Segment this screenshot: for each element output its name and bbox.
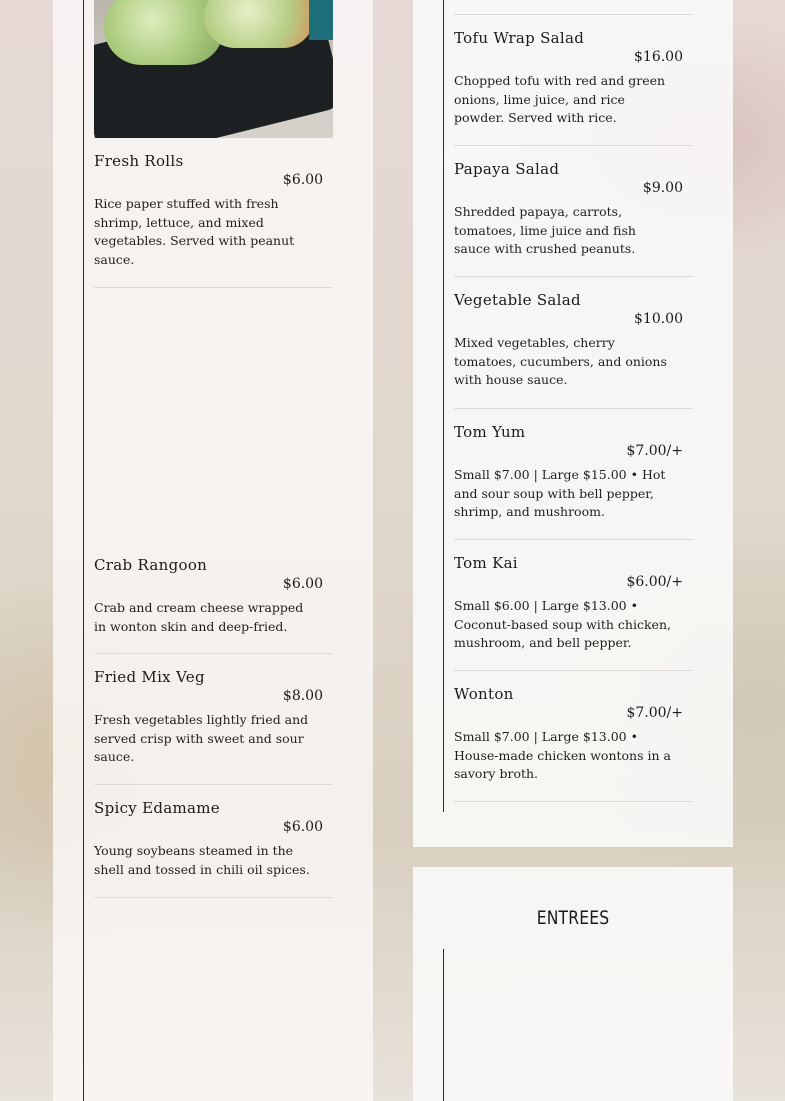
menu-item [454, 423, 693, 540]
menu-item [454, 291, 693, 409]
menu-item-name: Tofu Wrap Salad [454, 29, 585, 47]
column-divider-line [443, 0, 444, 812]
menu-item-description: Fresh vegetables lightly fried and served crisp with sweet and sour sauce. [94, 712, 309, 765]
menu-item-description: Chopped tofu with red and green onions, lime juice, and rice powder. Served with rice. [454, 73, 666, 126]
menu-item-description: Mixed vegetables, cherry tomatoes, cucumbers, and onions with house sauce. [454, 335, 667, 388]
menu-item-price: $8.00 [282, 688, 323, 704]
menu-item-description: Shredded papaya, carrots, tomatoes, lime juice and fish sauce with crushed peanuts. [454, 204, 636, 257]
menu-item-name: Vegetable Salad [454, 291, 581, 309]
menu-item [454, 685, 693, 802]
menu-item-name: Papaya Salad [454, 160, 560, 178]
menu-item-price: $10.00 [634, 311, 683, 327]
menu-item-description: Small $7.00 | Large $15.00 • Hot and sour soup with bell pepper, shrimp, and mushroom. [454, 467, 666, 520]
menu-item-price: $6.00/+ [626, 574, 683, 590]
menu-item-description: Young soybeans steamed in the shell and tossed in chili oil spices. [94, 843, 310, 877]
menu-item [94, 556, 333, 654]
menu-item-description: Small $6.00 | Large $13.00 • Coconut-based soup with chicken, mushroom, and bell pepper. [454, 598, 671, 651]
menu-item-price: $16.00 [634, 49, 683, 65]
column-divider-line [443, 949, 444, 1101]
menu-item-name: Crab Rangoon [94, 556, 208, 574]
menu-item-price: $7.00/+ [626, 443, 683, 459]
menu-item-name: Wonton [454, 685, 514, 703]
menu-item-price: $9.00 [642, 180, 683, 196]
menu-item-description: Small $7.00 | Large $13.00 • House-made chicken wontons in a savory broth. [454, 729, 671, 782]
menu-item [94, 152, 333, 288]
menu-item-divider [454, 14, 693, 15]
menu-item-price: $7.00/+ [626, 705, 683, 721]
menu-item [454, 29, 693, 146]
menu-item-price: $6.00 [282, 172, 323, 188]
menu-item-price: $6.00 [282, 819, 323, 835]
menu-item [94, 668, 333, 785]
menu-item-description: Crab and cream cheese wrapped in wonton skin and deep-fried. [94, 600, 304, 634]
menu-item-name: Spicy Edamame [94, 799, 220, 817]
fresh-rolls-photo [94, 0, 333, 138]
menu-item [454, 160, 693, 277]
menu-item-name: Fried Mix Veg [94, 668, 205, 686]
menu-item [454, 554, 693, 671]
column-divider-line [83, 0, 84, 1101]
menu-panel-entrees [413, 867, 733, 1101]
menu-item-name: Tom Yum [454, 423, 526, 441]
menu-item-description: Rice paper stuffed with fresh shrimp, lettuce, and mixed vegetables. Served with peanut sauce. [94, 196, 295, 267]
menu-item [94, 799, 333, 898]
menu-item-price: $6.00 [282, 576, 323, 592]
menu-item-name: Fresh Rolls [94, 152, 184, 170]
menu-item-name: Tom Kai [454, 554, 518, 572]
section-heading-entrees: ENTREES [536, 907, 610, 929]
